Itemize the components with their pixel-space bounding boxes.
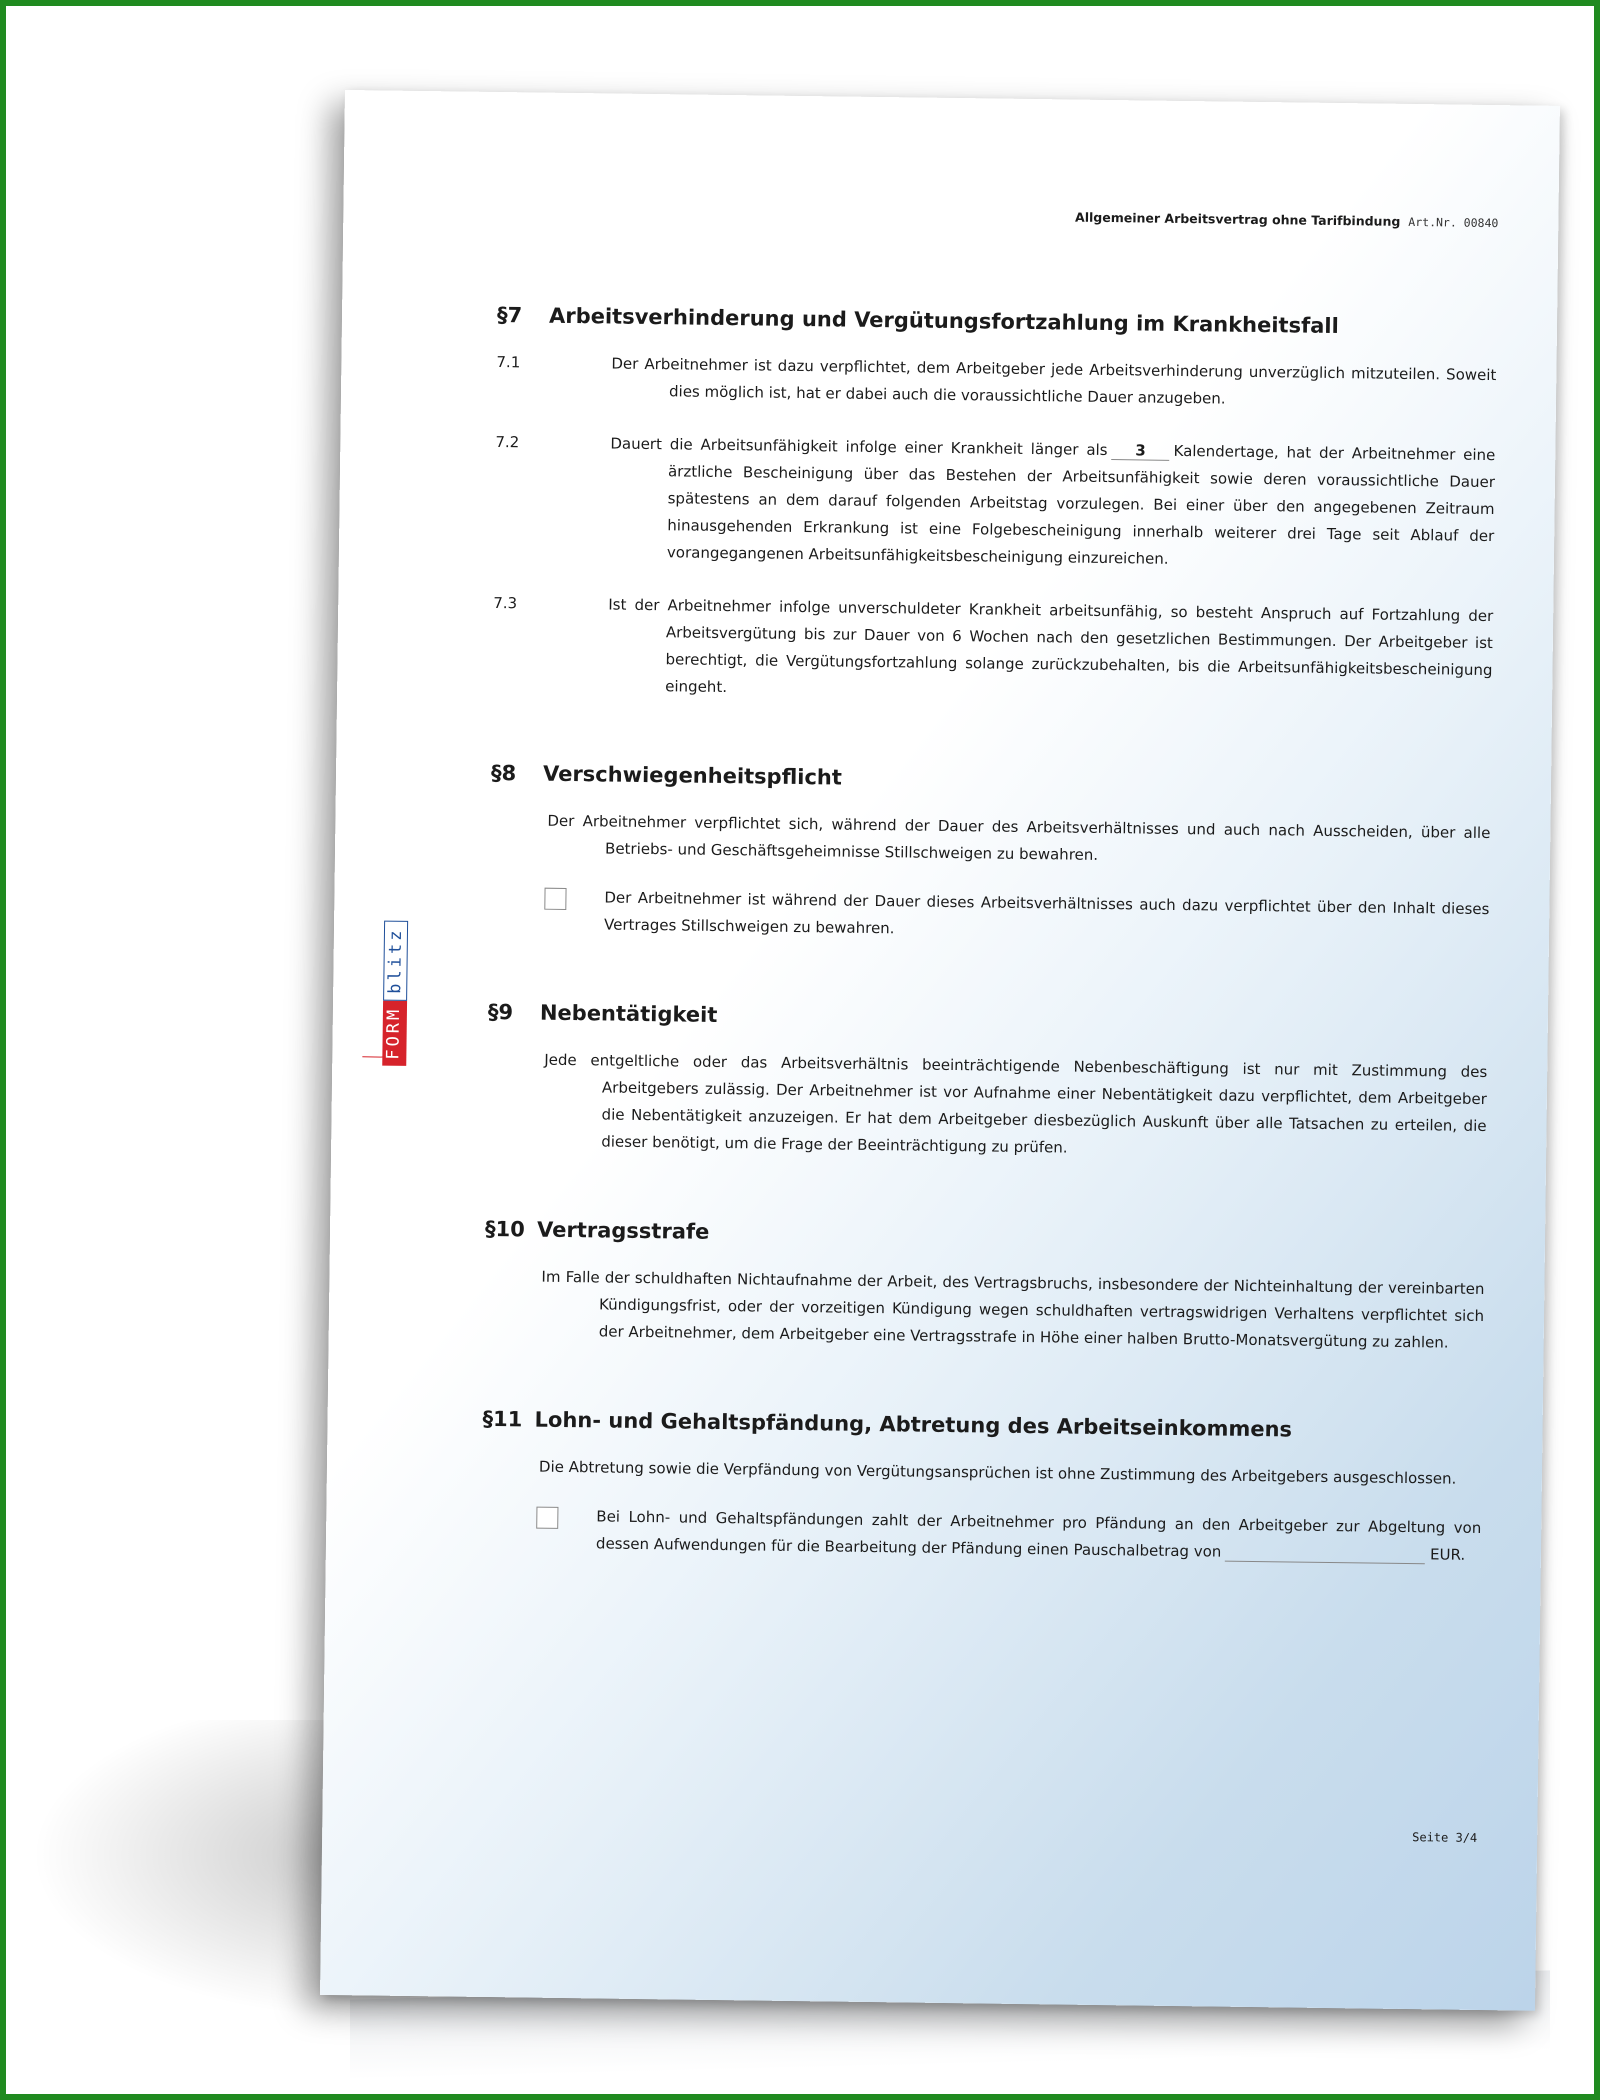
page-number: Seite 3/4 bbox=[1412, 1830, 1478, 1845]
logo-form: FORM bbox=[382, 1001, 407, 1066]
section-text: Der Arbeitnehmer verpflichtet sich, während der Dauer des Arbeitsverhältnisses und auch nach Ausscheiden, über alle Betriebs- und Geschäftsgeheimnisse Stillschweigen zu bewahren. bbox=[547, 811, 1491, 864]
section-11 bbox=[481, 1406, 1483, 1569]
clause-7-1 bbox=[496, 349, 1497, 416]
optional-clause-text: Der Arbeitnehmer ist während der Dauer dieses Arbeitsverhältnisses auch dazu verpflichtet über den Inhalt dieses Vertrages Stillschweigen zu bewahren. bbox=[603, 888, 1490, 938]
section-title: Verschwiegenheitspflicht bbox=[542, 761, 843, 790]
section-paragraph bbox=[490, 807, 1491, 874]
section-title: Arbeitsverhinderung und Vergütungsfortzahlung im Krankheitsfall bbox=[548, 303, 1339, 339]
section-number: §10 bbox=[484, 1216, 525, 1242]
section-10 bbox=[484, 1216, 1486, 1357]
clause-text: Ist der Arbeitnehmer infolge unverschuldeter Krankheit arbeitsunfähig, so besteht Anspruch auf Fortzahlung der Arbeitsvergütung bis zur Dauer von 6 Wochen nach den gesetzlichen Bestimmungen. Der Arbeitgeber ist berechtigt, die Vergütungsfortzahlung solange zurückzubehalten, bis die Arbeitsunfähigkeitsbescheinigung eingeht. bbox=[608, 595, 1494, 697]
section-number: §7 bbox=[496, 303, 523, 328]
clause-number: 7.3 bbox=[493, 593, 518, 613]
clause-7-3 bbox=[492, 590, 1493, 711]
optional-clause-text-before: Bei Lohn- und Gehaltspfändungen zahlt der Arbeitnehmer pro Pfändung an den Arbeitgeber zur Abgeltung von dessen Aufwendungen für die Bearbeitung der Pfändung einen Pauschalbetrag von bbox=[595, 1507, 1482, 1561]
section-9 bbox=[486, 999, 1488, 1167]
section-number: §9 bbox=[487, 999, 514, 1025]
section-title: Vertragsstrafe bbox=[536, 1217, 710, 1244]
section-8 bbox=[489, 760, 1491, 950]
section-heading bbox=[491, 760, 1491, 800]
document-body bbox=[480, 302, 1497, 1631]
formblitz-logo bbox=[382, 920, 408, 1065]
page-header bbox=[1075, 210, 1498, 231]
optional-clause-text-after: EUR. bbox=[1429, 1545, 1466, 1564]
clause-text-before: Dauert die Arbeitsunfähigkeit infolge einer Krankheit länger als bbox=[610, 434, 1108, 460]
logo-blitz: blitz bbox=[383, 920, 408, 1000]
section-paragraph bbox=[486, 1046, 1487, 1167]
article-number: Art.Nr. 00840 bbox=[1408, 214, 1499, 231]
section-number: §8 bbox=[490, 760, 517, 786]
section-heading bbox=[497, 302, 1497, 342]
optional-clause bbox=[489, 883, 1490, 950]
clause-text bbox=[609, 431, 1496, 578]
clause-text: Der Arbeitnehmer ist dazu verpflichtet, dem Arbeitgeber jede Arbeitsverhinderung unverzüglich mitzuteilen. Soweit dies möglich ist, hat er dabei auch die voraussichtliche Dauer anzugeben. bbox=[611, 354, 1497, 408]
flat-fee-input-field[interactable] bbox=[1225, 1543, 1425, 1565]
section-number: §11 bbox=[482, 1406, 523, 1432]
garnishment-fee-checkbox[interactable] bbox=[536, 1507, 558, 1529]
section-text: Die Abtretung sowie die Verpfändung von Vergütungsansprüchen ist ohne Zustimmung des Arbeitgebers ausgeschlossen. bbox=[538, 1457, 1457, 1488]
confidentiality-checkbox[interactable] bbox=[544, 888, 566, 910]
section-title: Lohn- und Gehaltspfändung, Abtretung des Arbeitseinkommens bbox=[534, 1407, 1293, 1442]
clause-number: 7.2 bbox=[495, 432, 520, 452]
optional-clause bbox=[481, 1502, 1482, 1569]
document-page bbox=[320, 90, 1560, 2011]
clause-number: 7.1 bbox=[496, 353, 521, 372]
optional-clause-text bbox=[596, 1503, 1482, 1569]
days-input-field[interactable]: 3 bbox=[1111, 441, 1169, 461]
section-paragraph bbox=[482, 1453, 1482, 1493]
clause-text-after: Kalendertage, hat der Arbeitnehmer eine ärztliche Bescheinigung über das Bestehen der Arbeitsunfähigkeit sowie deren voraussichtliche Dauer spätestens an dem darauf folgenden Arbeitstag vorzulegen. Bei einer über den angegebenen Zeitraum hinausgehenden Erkrankung ist eine Folgebescheinigung innerhalb weiterer drei Tage seit Ablauf der vorangegangenen Arbeitsunfähigkeitsbescheinigung einzureichen. bbox=[666, 441, 1496, 568]
clause-7-2 bbox=[494, 429, 1496, 577]
section-text: Im Falle der schuldhaften Nichtaufnahme der Arbeit, des Vertragsbruchs, insbesondere der Nichteinhaltung der vereinbarten Kündigungsfrist, oder der vorzeitigen Kündigung wegen schuldhaften vertragswidrigen Verhaltens verpflichtet sich der Arbeitnehmer, dem Arbeitgeber eine Vertragsstrafe in Höhe einer halben Brutto-Monatsvergütung zu zahlen. bbox=[541, 1267, 1485, 1352]
section-7 bbox=[492, 302, 1497, 711]
section-title: Nebentätigkeit bbox=[539, 1000, 718, 1027]
section-heading bbox=[485, 1216, 1485, 1256]
document-title: Allgemeiner Arbeitsvertrag ohne Tarifbindung bbox=[1075, 209, 1401, 229]
section-paragraph bbox=[484, 1263, 1485, 1357]
section-heading bbox=[488, 999, 1488, 1039]
section-heading bbox=[482, 1406, 1482, 1446]
section-text: Jede entgeltliche oder das Arbeitsverhältnis beeinträchtigende Nebenbeschäftigung ist nur mit Zustimmung des Arbeitgebers zulässig. Der Arbeitnehmer ist vor Aufnahme einer Nebentätigkeit dazu verpflichtet, dem Arbeitgeber die Nebentätigkeit anzuzeigen. Er hat dem Arbeitgeber diesbezüglich Auskunft über alle Tatsachen zu erteilen, die dieser benötigt, um die Frage der Beeinträchtigung zu prüfen. bbox=[544, 1050, 1488, 1157]
